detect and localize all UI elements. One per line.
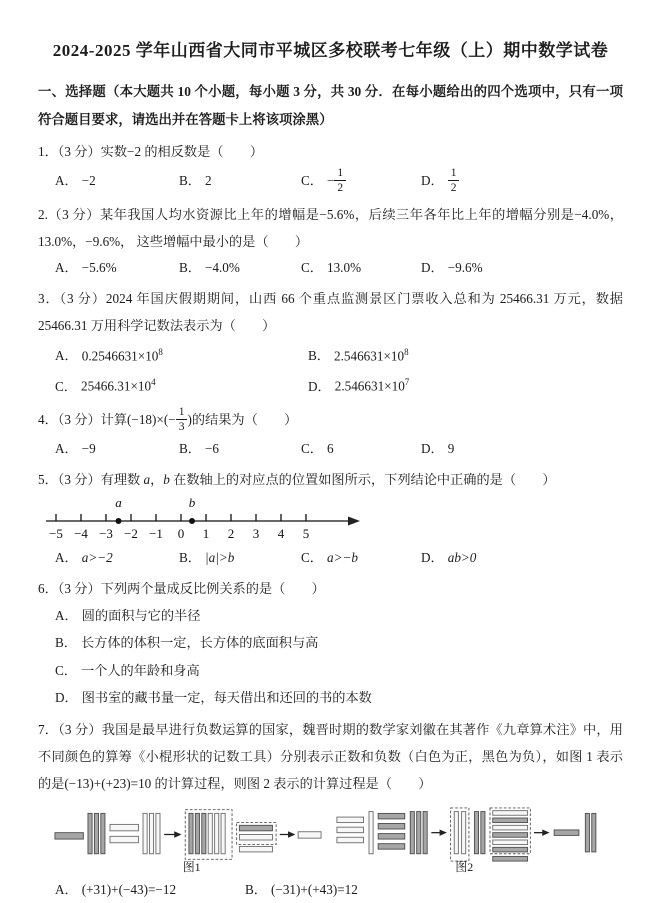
stem-text: )的结果为（ ） xyxy=(187,411,298,427)
section-header: 一、选择题（本大题共 10 个小题，每小题 3 分，共 30 分．在每小题给出的四个选项中，只有一项符合题目要求，请选出并在答题卡上将该项涂黑） xyxy=(38,84,623,127)
question-5-options xyxy=(55,545,623,571)
figure-1-caption: 图1 xyxy=(182,859,201,874)
question-6 xyxy=(38,575,623,712)
option-text: 一个人的年龄和身高 xyxy=(80,662,200,678)
question-2-option-b xyxy=(179,255,301,281)
math-var-b: b xyxy=(163,471,170,487)
option-text: −9.6% xyxy=(447,260,483,275)
figure-2-caption: 图2 xyxy=(455,859,474,874)
question-4-options xyxy=(55,436,623,462)
option-text: 6 xyxy=(326,440,334,456)
question-4-option-a xyxy=(55,436,179,462)
question-2-option-a xyxy=(55,255,179,281)
question-6-option-b xyxy=(55,629,623,657)
option-text: 圆的面积与它的半径 xyxy=(81,607,201,623)
option-text: 9 xyxy=(447,440,455,456)
option-label: A． xyxy=(55,549,78,565)
question-5-option-c xyxy=(301,545,421,571)
question-2-options xyxy=(55,255,623,281)
question-3-option-b xyxy=(308,339,623,369)
question-6-stem: 6．（3 分）下列两个量成反比例关系的是（ ） xyxy=(38,580,325,596)
option-text: −5.6% xyxy=(81,260,117,275)
question-1-stem: 1．（3 分）实数−2 的相反数是（ ） xyxy=(38,144,264,159)
tick-label: −4 xyxy=(74,525,88,541)
question-3-options-row-1 xyxy=(55,339,623,369)
option-text: 长方体的体积一定，长方体的底面积与高 xyxy=(80,635,319,651)
option-text: 0.2546631×10 xyxy=(81,348,159,364)
option-label: A． xyxy=(55,260,78,275)
option-text: 25466.31×10 xyxy=(80,378,152,394)
option-label: C． xyxy=(301,549,323,565)
option-label: C． xyxy=(55,378,77,394)
point-a-dot xyxy=(116,518,122,524)
question-5 xyxy=(38,466,623,571)
option-label: D． xyxy=(421,549,444,565)
option-label: B． xyxy=(179,260,201,275)
option-text: (+31)+(−43)=−12 xyxy=(81,881,177,897)
tick-label: −2 xyxy=(124,525,138,541)
question-4 xyxy=(38,404,623,462)
question-7 xyxy=(38,716,623,903)
option-text: a>−b xyxy=(326,549,358,565)
question-1-option-d xyxy=(421,165,623,197)
question-5-option-a xyxy=(55,545,179,571)
question-3-option-d xyxy=(308,369,623,399)
option-text: (−31)+(+43)=12 xyxy=(270,881,358,897)
question-3-stem: 3．（3 分）2024 年国庆假期期间，山西 66 个重点监测景区门票收入总和为 25466.31 万元，数据 25466.31 万用科学记数法表示为（ ） xyxy=(38,291,623,333)
tick-label: 5 xyxy=(302,525,310,541)
question-6-option-d xyxy=(55,684,623,712)
tick-label: 2 xyxy=(227,525,235,541)
question-3-option-a xyxy=(55,339,308,369)
question-7-option-a xyxy=(55,877,245,903)
option-text: 2 xyxy=(204,173,212,188)
figure-2-rod-diagram xyxy=(336,803,600,877)
option-label: D． xyxy=(421,260,444,275)
question-7-option-b xyxy=(245,877,623,903)
option-label: C． xyxy=(55,662,77,678)
question-3-options-row-2 xyxy=(55,369,623,399)
option-label: A． xyxy=(55,881,78,897)
question-4-option-d xyxy=(421,436,623,462)
option-text: −9 xyxy=(81,440,96,456)
question-6-option-c xyxy=(55,657,623,685)
fraction-numerator: 1 xyxy=(334,167,346,181)
option-label: C． xyxy=(301,260,323,275)
option-text: 13.0% xyxy=(326,260,362,275)
point-a-label: a xyxy=(115,494,122,510)
math-var-a: a xyxy=(143,471,151,487)
question-1-option-a xyxy=(55,165,179,197)
question-1-option-c xyxy=(301,165,421,197)
stem-text: 在数轴上的对应点的位置如图所示，下列结论中正确的是（ ） xyxy=(169,471,556,487)
option-text: a>−2 xyxy=(81,549,113,565)
question-5-stem xyxy=(38,466,623,493)
option-label: B． xyxy=(308,348,330,364)
option-text: 2.546631×10 xyxy=(333,348,405,364)
tick-label: −5 xyxy=(49,525,63,541)
fraction xyxy=(334,167,346,194)
option-label: D． xyxy=(55,690,78,706)
question-6-option-a xyxy=(55,602,623,630)
question-7-options xyxy=(55,877,623,903)
question-3-option-c xyxy=(55,369,308,399)
option-label: B． xyxy=(179,549,201,565)
option-text: −2 xyxy=(81,173,96,188)
fraction-denominator: 3 xyxy=(178,421,185,434)
tick-label: −3 xyxy=(99,525,113,541)
exponent: 8 xyxy=(404,347,409,357)
exponent: 8 xyxy=(158,347,163,357)
option-label: B． xyxy=(55,635,77,651)
exponent: 7 xyxy=(404,377,410,388)
option-text: 2.546631×10 xyxy=(334,378,405,394)
number-line-figure xyxy=(44,495,362,545)
option-label: D． xyxy=(421,173,444,188)
option-label: C． xyxy=(301,440,323,456)
question-2-stem: 2.（3 分）某年我国人均水资源比上年的增幅是−5.6%，后续三年各年比上年的增幅分别是−4.0%，13.0%，−9.6%， 这些增幅中最小的是（ ） xyxy=(38,207,623,249)
option-label: A． xyxy=(55,348,78,364)
paper-title: 2024-2025 学年山西省大同市平城区多校联考七年级（上）期中数学试卷 xyxy=(52,41,609,60)
minus-sign: − xyxy=(326,173,335,188)
option-label: B． xyxy=(245,881,267,897)
option-text: −4.0% xyxy=(204,260,240,275)
tick-label: 4 xyxy=(277,525,285,541)
option-text: −6 xyxy=(204,440,220,456)
point-b-dot xyxy=(189,518,195,524)
question-4-option-c xyxy=(301,436,421,462)
option-label: A． xyxy=(55,607,78,623)
stem-text: 4．（3 分）计算(−18)×(− xyxy=(38,411,176,427)
fraction-denominator: 2 xyxy=(450,182,457,195)
question-2 xyxy=(38,201,623,281)
fraction xyxy=(448,167,460,194)
option-label: C． xyxy=(301,173,323,188)
option-text: 图书室的藏书量一定，每天借出和还回的书的本数 xyxy=(81,690,372,706)
option-label: B． xyxy=(179,173,201,188)
tick-label: 1 xyxy=(202,525,210,541)
question-5-option-b xyxy=(179,545,301,571)
question-3 xyxy=(38,285,623,400)
fraction-numerator: 1 xyxy=(448,167,460,181)
stem-text: ， xyxy=(150,471,164,487)
point-b-label: b xyxy=(188,494,196,510)
question-2-option-d xyxy=(421,255,623,281)
fraction-numerator: 1 xyxy=(176,406,188,420)
option-label: D． xyxy=(421,440,444,456)
tick-label: −1 xyxy=(149,525,163,541)
stem-text: 5．（3 分）有理数 xyxy=(38,471,144,487)
question-7-stem: 7．（3 分）我国是最早进行负数运算的国家，魏晋时期的数学家刘徽在其著作《九章算术注》中，用不同颜色的算筹《小棍形状的记数工具）分别表示正数和负数（白色为正，黑色为负），如图 1 表示的是(−13)+(+23)=10 的计算过程，则图 2 表示的计算过程是（ ） xyxy=(38,721,623,791)
question-2-option-c xyxy=(301,255,421,281)
counting-rod-figures xyxy=(54,803,623,877)
question-4-option-b xyxy=(179,436,301,462)
tick-label: 3 xyxy=(252,525,260,541)
figure-1-rod-diagram xyxy=(54,803,322,877)
question-5-option-d xyxy=(421,545,623,571)
option-label: B． xyxy=(179,440,201,456)
exponent: 4 xyxy=(151,377,156,388)
question-1 xyxy=(38,138,623,197)
option-label: A． xyxy=(55,440,78,456)
option-text: ab>0 xyxy=(447,549,477,565)
option-text: |a|>b xyxy=(204,549,235,565)
option-label: D． xyxy=(308,378,331,394)
option-label: A． xyxy=(55,173,78,188)
question-6-options xyxy=(55,602,623,712)
fraction-denominator: 2 xyxy=(337,182,344,195)
tick-label: 0 xyxy=(177,525,185,541)
question-1-option-b xyxy=(179,165,301,197)
question-4-stem xyxy=(38,404,623,436)
question-1-options xyxy=(55,165,623,197)
fraction xyxy=(176,406,188,433)
